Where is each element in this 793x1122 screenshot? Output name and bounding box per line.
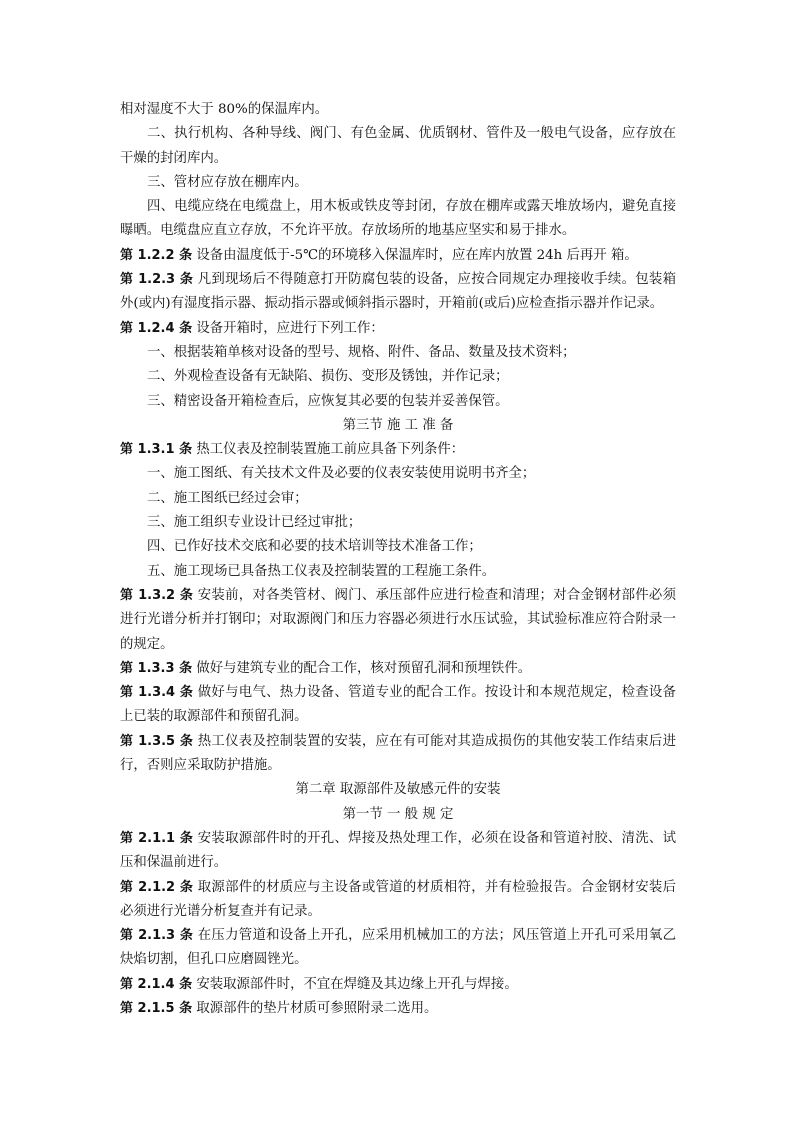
clause-paragraph [120, 584, 676, 657]
paragraph-text: 三、施工组织专业设计已经过审批； [147, 515, 362, 531]
clause-text: 热工仪表及控制装置的安装，应在有可能对其造成损伤的其他安装工作结束后进行，否则应采取防护措施。 [120, 733, 676, 774]
clause-text: 安装前，对各类管材、阀门、承压部件应进行检查和清理；对合金钢材部件必须进行光谱分析并打钢印；对取源阀门和压力容器必须进行水压试验，其试验标准应符合附录一的规定。 [120, 587, 676, 652]
clause-text: 做好与建筑专业的配合工作，核对预留孔洞和预埋铁件。 [196, 660, 532, 676]
list-item [120, 511, 676, 535]
clause-paragraph [120, 827, 676, 876]
paragraph-text: 三、管材应存放在棚库内。 [147, 174, 308, 190]
clause-number: 第 1.2.2 条 [120, 247, 193, 263]
list-item [120, 535, 676, 559]
list-item [120, 365, 676, 389]
clause-paragraph [120, 244, 676, 268]
clause-paragraph [120, 876, 676, 925]
heading-text: 第三节 施 工 准 备 [342, 417, 454, 433]
clause-paragraph [120, 657, 676, 681]
section-heading [120, 778, 676, 802]
paragraph-text: 二、执行机构、各种导线、阀门、有色金属、优质钢材、管件及一般电气设备，应存放在干燥的封闭库内。 [120, 126, 676, 166]
paragraph-text: 四、电缆应绕在电缆盘上，用木板或铁皮等封闭，存放在棚库或露天堆放场内，避免直接曝晒。电缆盘应直立存放，不允许平放。存放场所的地基应坚实和易于排水。 [120, 199, 676, 239]
list-item [120, 341, 676, 365]
clause-number: 第 2.1.4 条 [120, 976, 193, 992]
document-page [120, 98, 676, 1021]
clause-paragraph [120, 924, 676, 973]
list-item [120, 487, 676, 511]
clause-text: 安装取源部件时的开孔、焊接及热处理工作，必须在设备和管道衬胶、清洗、试压和保温前进行。 [120, 830, 676, 871]
clause-text: 热工仪表及控制装置施工前应具备下列条件： [196, 442, 465, 458]
clause-paragraph [120, 681, 676, 730]
paragraph [120, 98, 676, 122]
clause-text: 凡到现场后不得随意打开防腐包装的设备，应按合同规定办理接收手续。包装箱外(或内)有湿度指示器、振动指示器或倾斜指示器时，开箱前(或后)应检查指示器并作记录。 [120, 272, 676, 312]
clause-text: 安装取源部件时，不宜在焊缝及其边缘上开孔与焊接。 [196, 976, 518, 992]
clause-number: 第 1.2.3 条 [120, 272, 194, 288]
paragraph-text: 一、根据装箱单核对设备的型号、规格、附件、备品、数量及技术资料； [147, 344, 576, 360]
clause-number: 第 2.1.5 条 [120, 1000, 193, 1016]
paragraph-text: 五、施工现场已具备热工仪表及控制装置的工程施工条件。 [147, 563, 496, 579]
section-heading [120, 803, 676, 827]
clause-number: 第 2.1.2 条 [120, 879, 194, 895]
clause-text: 取源部件的垫片材质可参照附录二选用。 [196, 1000, 438, 1016]
paragraph-text: 相对湿度不大于 80%的保温库内。 [120, 102, 329, 117]
paragraph-text: 二、施工图纸已经过会审； [147, 490, 308, 506]
paragraph-text: 三、精密设备开箱检查后，应恢复其必要的包装并妥善保管。 [147, 393, 509, 409]
list-item [120, 195, 676, 244]
section-heading [120, 414, 676, 438]
clause-paragraph [120, 438, 676, 462]
clause-number: 第 1.3.4 条 [120, 685, 194, 701]
list-item [120, 171, 676, 195]
clause-text: 做好与电气、热力设备、管道专业的配合工作。按设计和本规范规定，检查设备上已装的取源部件和预留孔洞。 [120, 685, 676, 725]
list-item [120, 390, 676, 414]
clause-paragraph [120, 973, 676, 997]
heading-text: 第二章 取源部件及敏感元件的安装 [295, 782, 501, 798]
clause-paragraph [120, 317, 676, 341]
heading-text: 第一节 一 般 规 定 [342, 806, 454, 822]
list-item [120, 560, 676, 584]
clause-text: 设备由温度低于-5℃的环境移入保温库时，应在库内放置 24h 后再开 箱。 [196, 247, 638, 263]
paragraph-text: 二、外观检查设备有无缺陷、损伤、变形及锈蚀，并作记录； [147, 369, 509, 385]
clause-text: 设备开箱时，应进行下列工作： [196, 320, 384, 336]
clause-number: 第 2.1.1 条 [120, 830, 194, 846]
clause-number: 第 1.3.5 条 [120, 733, 194, 749]
clause-paragraph [120, 730, 676, 779]
clause-text: 取源部件的材质应与主设备或管道的材质相符，并有检验报告。合金钢材安装后必须进行光谱分析复查并有记录。 [120, 879, 676, 919]
clause-number: 第 1.2.4 条 [120, 320, 193, 336]
clause-paragraph [120, 997, 676, 1021]
list-item [120, 462, 676, 486]
clause-number: 第 1.3.2 条 [120, 587, 194, 603]
paragraph-text: 一、施工图纸、有关技术文件及必要的仪表安装使用说明书齐全； [147, 466, 536, 482]
clause-number: 第 1.3.1 条 [120, 442, 193, 458]
list-item [120, 122, 676, 171]
clause-text: 在压力管道和设备上开孔，应采用机械加工的方法；风压管道上开孔可采用氧乙炔焰切割，但孔口应磨圆锉光。 [120, 928, 676, 968]
clause-number: 第 2.1.3 条 [120, 928, 194, 944]
clause-number: 第 1.3.3 条 [120, 660, 193, 676]
paragraph-text: 四、已作好技术交底和必要的技术培训等技术准备工作； [147, 539, 482, 555]
clause-paragraph [120, 268, 676, 317]
